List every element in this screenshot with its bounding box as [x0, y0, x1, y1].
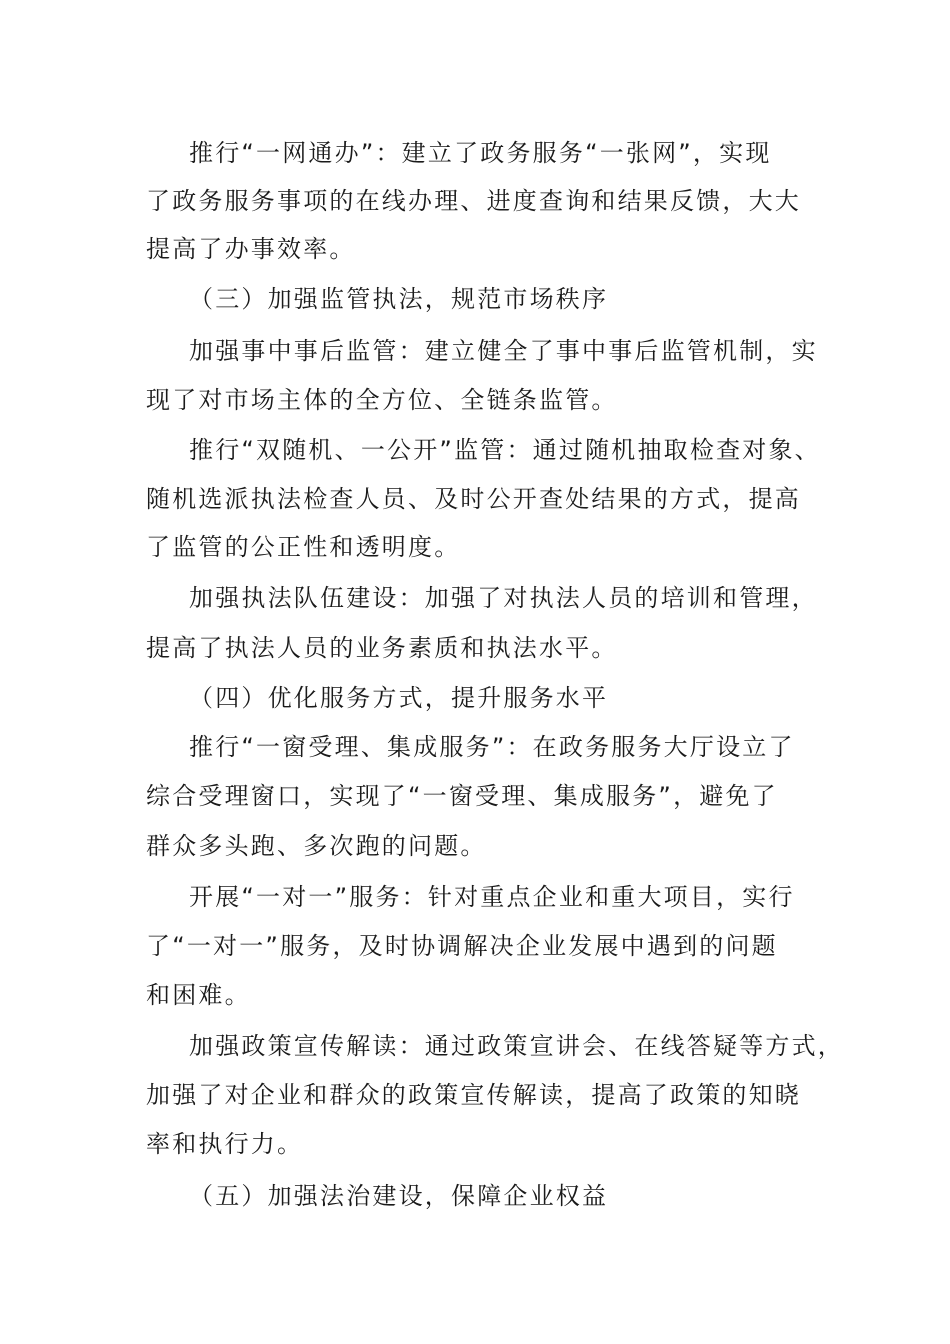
paragraph-line: 加强政策宣传解读：通过政策宣讲会、在线答疑等方式， — [189, 1032, 844, 1060]
paragraph-line: 加强事中事后监管：建立健全了事中事后监管机制，实 — [189, 337, 818, 365]
paragraph-line: 推行“一网通办”：建立了政务服务“一张网”，实现 — [189, 139, 772, 167]
paragraph-line: 开展“一对一”服务：针对重点企业和重大项目，实行 — [189, 883, 795, 911]
section-heading: （五）加强法治建设，保障企业权益 — [189, 1182, 609, 1210]
paragraph-line: 推行“双随机、一公开”监管：通过随机抽取检查对象、 — [189, 436, 821, 464]
section-heading: （三）加强监管执法，规范市场秩序 — [189, 285, 609, 313]
paragraph-line: 群众多头跑、多次跑的问题。 — [146, 832, 487, 860]
paragraph-line: 综合受理窗口，实现了“一窗受理、集成服务”，避免了 — [146, 782, 778, 810]
paragraph-line: 提高了执法人员的业务素质和执法水平。 — [146, 634, 618, 662]
paragraph-line: 率和执行力。 — [146, 1130, 304, 1158]
paragraph-line: 了“一对一”服务，及时协调解决企业发展中遇到的问题 — [146, 932, 778, 960]
paragraph-line: 加强了对企业和群众的政策宣传解读，提高了政策的知晓 — [146, 1081, 801, 1109]
paragraph-line: 和困难。 — [146, 981, 251, 1009]
paragraph-line: 了监管的公正性和透明度。 — [146, 533, 461, 561]
paragraph-line: 推行“一窗受理、集成服务”：在政务服务大厅设立了 — [189, 733, 795, 761]
paragraph-line: 加强执法队伍建设：加强了对执法人员的培训和管理， — [189, 584, 818, 612]
paragraph-line: 提高了办事效率。 — [146, 235, 356, 263]
paragraph-line: 随机选派执法检查人员、及时公开查处结果的方式，提高 — [146, 485, 801, 513]
section-heading: （四）优化服务方式，提升服务水平 — [189, 684, 609, 712]
paragraph-line: 了政务服务事项的在线办理、进度查询和结果反馈，大大 — [146, 187, 801, 215]
paragraph-line: 现了对市场主体的全方位、全链条监管。 — [146, 386, 618, 414]
